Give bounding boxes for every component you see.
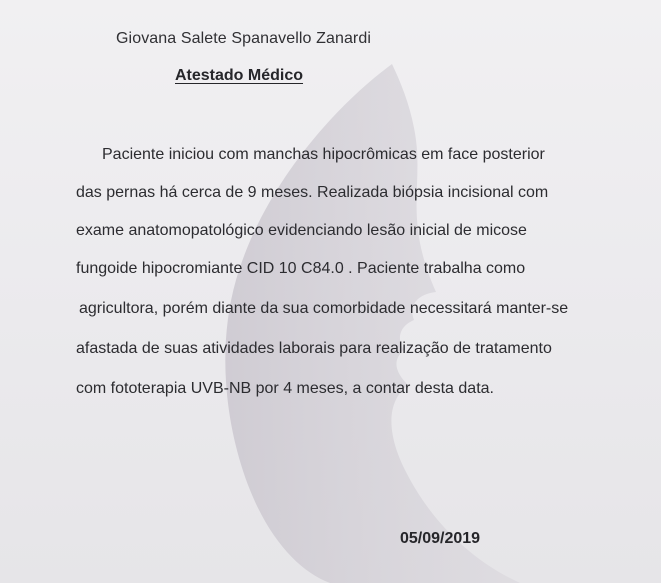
document-title: Atestado Médico <box>175 67 304 84</box>
document-date: 05/09/2019 <box>400 530 481 547</box>
body-line-5: agricultora, porém diante da sua comorbidade necessitará manter-se <box>79 300 569 317</box>
body-line-7: com fototerapia UVB-NB por 4 meses, a contar desta data. <box>76 380 494 397</box>
body-line-3: exame anatomopatológico evidenciando lesão inicial de micose <box>76 222 527 239</box>
physician-name: Giovana Salete Spanavello Zanardi <box>116 30 372 47</box>
body-line-4: fungoide hipocromiante CID 10 C84.0 . Paciente trabalha como <box>76 260 526 277</box>
body-line-1: Paciente iniciou com manchas hipocrômicas em face posterior <box>102 146 545 163</box>
body-line-2: das pernas há cerca de 9 meses. Realizada biópsia incisional com <box>76 184 549 201</box>
body-line-6: afastada de suas atividades laborais para realização de tratamento <box>76 340 552 357</box>
